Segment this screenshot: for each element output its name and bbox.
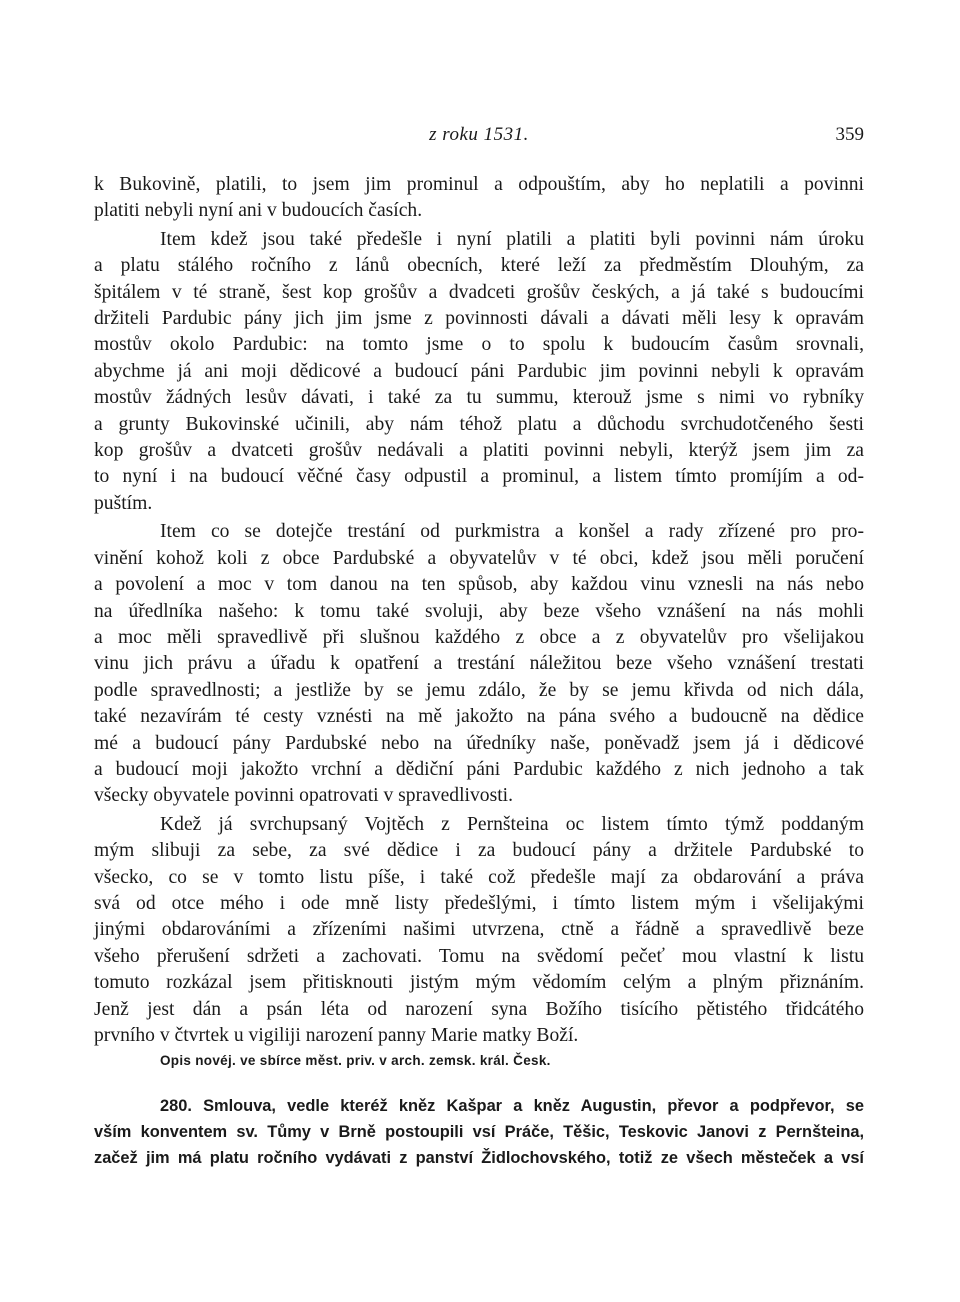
text-line: tomuto rozkázal jsem přitisknouti jistým mým vědomím celým a plným přiznáním. (94, 972, 864, 994)
text-line: abychme já ani moji dědicové a budoucí páni Pardubic jim povinni nebyli k opravám (94, 360, 864, 382)
text-line: a grunty Bukovinské učinili, aby nám téhož platu a důchodu svrchudotčeného šesti (94, 413, 864, 435)
page-header (94, 124, 864, 154)
running-title: z roku 1531. (429, 124, 529, 145)
page-body (94, 172, 864, 1171)
text-line: jinými obdarováními a zřízeními našimi utvrzena, ctně a řádně a spravedlivě beze (94, 919, 864, 941)
paragraph (94, 172, 864, 225)
text-line: prvního v čtvrtek u vigiliji narození panny Marie matky Boží. (94, 1025, 579, 1046)
text-line: také nezavírám té cesty vznésti na mě jakožto na pána svého a budoucně na dědice (94, 706, 864, 728)
text-line: puštím. (94, 492, 153, 514)
paragraph (94, 812, 864, 1050)
entry-line-text: Smlouva, vedle kteréž kněz Kašpar a kněz Augustin, převor a podpřevor, se (203, 1097, 864, 1116)
document-entry (94, 1093, 864, 1171)
text-line: kop grošův a dvatceti grošův nedávali a platiti povinni nebyli, kterýž jsem jim za (94, 440, 864, 462)
text-line: na úředlníka našeho: k tomu také svoluji, aby beze všeho vznášení na nás mohli (94, 600, 864, 622)
text-line: svá od otce mého i ode mně listy předešlými, i tímto listem mým i všelijakými (94, 892, 864, 914)
text-line: a povolení a moc v tom danou na ten spůsob, aby každou vinu vznesli na nás nebo (94, 574, 864, 596)
text-line: vinu jich právu a úřadu k opatření a trestání náležitou beze všeho vznášení trestati (94, 653, 864, 675)
text-line: držiteli Pardubic pány jich jim jsme z povinnosti dávali a dávati měli lesy k opravám (94, 308, 864, 330)
entry-number: 280. (160, 1097, 192, 1116)
paragraph (94, 519, 864, 809)
entry-line: začež jim má platu ročního vydávati z panství Židlochovského, totiž ze všech městeček a vsí (94, 1149, 864, 1168)
text-line: vinění kohož koli z obce Pardubské a obyvatelův v té obci, kdež jsou měli poručení (94, 547, 864, 569)
entry-summary (94, 1093, 864, 1171)
text-line: a moc měli spravedlivě při slušnou každého z obce a z obyvatelův pro všelijakou (94, 626, 864, 648)
source-note: Opis novéj. ve sbírce měst. priv. v arch. zemsk. král. Česk. (160, 1053, 551, 1069)
text-line: a budoucí moji jakožto vrchní a dědiční páni Pardubic každého z nich jednoho a tak (94, 758, 864, 780)
text-line: podle spravedlnosti; a jestliže by se jemu zdálo, že by se jemu křivda od nich dála, (94, 679, 864, 701)
text-line: Jenž jest dán a psán léta od narození syna Božího tisícího pětistého třidcátého (94, 998, 864, 1020)
text-line: k Bukovině, platili, to jsem jim prominul a odpouštím, aby ho neplatili a povinni (94, 174, 864, 195)
entry-line (94, 1093, 864, 1119)
text-line: to nyní i na budoucí věčné časy odpustil a prominul, a listem tímto promíjím a od- (94, 466, 864, 488)
text-line: všecko, co se v tomto listu píše, i také což předešle mají za obdarování a práva (94, 866, 864, 888)
text-line: Kdež já svrchupsaný Vojtěch z Pernšteina oc listem tímto týmž poddaným (160, 813, 864, 835)
entry-line: vším konventem sv. Tůmy v Brně postoupili vsí Práče, Těšic, Teskovic Janovi z Pernšteina, (94, 1123, 864, 1142)
text-line: Item co se dotejče trestání od purkmistra a konšel a rady zřízené pro pro- (160, 521, 864, 543)
text-line: špitálem v té straně, šest kop grošův a dvadceti grošův českých, a já také s budoucími (94, 281, 864, 303)
text-line: všecky obyvatele povinni opatrovati v spravedlivosti. (94, 785, 513, 807)
text-line: platiti nebyli nyní ani v budoucích časích. (94, 200, 423, 222)
page-number: 359 (835, 124, 864, 145)
text-line: a platu stálého ročního z lánů obecních, které leží za předměstím Dlouhým, za (94, 255, 864, 277)
paragraph-list (94, 172, 864, 1049)
paragraph (94, 227, 864, 517)
text-line: mostův žádných lesův dávati, i také za tu summu, kterouž jsme s nimi vo rybníky (94, 387, 864, 409)
text-line: mým slibuji za sebe, za své dědice i za budoucí pány a držitele Pardubské to (94, 840, 864, 862)
text-line: mé a budoucí pány Pardubské nebo na úředníky naše, poněvadž jsem já i dědicové (94, 732, 864, 754)
text-line: všeho přerušení sdržeti a zachovati. Tomu na svědomí pečeť mou vlastní k listu (94, 945, 864, 967)
text-line: mostův okolo Pardubic: na tomto jsme o to spolu k budoucím časům srovnali, (94, 334, 864, 356)
text-line: Item kdež jsou také předešle i nyní platili a platiti byli povinni nám úroku (160, 228, 864, 250)
